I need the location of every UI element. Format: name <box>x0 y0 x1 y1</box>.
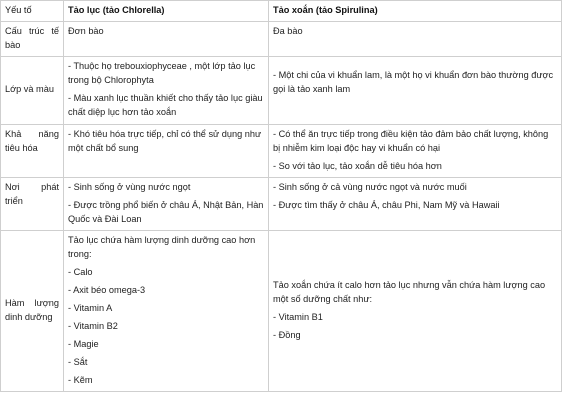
cell-text: - Đồng <box>273 329 301 340</box>
cell-text: - Một chi của vi khuẩn lam, là một họ vi khuẩn đơn bào thường được gọi là tảo xanh lam <box>273 69 554 94</box>
row-label: Hàm lượng dinh dưỡng <box>1 230 64 391</box>
spirulina-cell <box>269 21 562 56</box>
cell-text: - Vitamin B2 <box>68 320 118 331</box>
row-label: Lớp và màu <box>1 56 64 124</box>
row-label: Khả năng tiêu hóa <box>1 124 64 177</box>
spirulina-cell <box>269 230 562 391</box>
cell-text: - Vitamin A <box>68 302 113 313</box>
header-chlorella: Tảo lục (tảo Chlorella) <box>64 1 269 22</box>
chlorella-cell <box>64 124 269 177</box>
table-header-row <box>1 1 562 22</box>
cell-text: - Màu xanh lục thuần khiết cho thấy tảo lục giàu chất diệp lục hơn tảo xoắn <box>68 92 263 117</box>
cell-text: - Có thể ăn trực tiếp trong điều kiện tảo đảm bảo chất lượng, không bị nhiễm kim loại độc hay vi khuẩn có hại <box>273 128 549 153</box>
cell-text: - Axit béo omega-3 <box>68 284 146 295</box>
spirulina-cell <box>269 177 562 230</box>
chlorella-cell <box>64 177 269 230</box>
cell-text: Tảo xoắn chứa ít calo hơn tảo lục nhưng vẫn chứa hàm lượng cao một số dưỡng chất như: <box>273 279 546 304</box>
cell-text: - Được tìm thấy ở châu Á, châu Phi, Nam Mỹ và Hawaii <box>273 199 500 210</box>
spirulina-cell <box>269 124 562 177</box>
header-factor: Yếu tố <box>1 1 64 22</box>
cell-text: - Vitamin B1 <box>273 311 323 322</box>
cell-text: - Thuộc họ trebouxiophyceae , một lớp tảo lục trong bộ Chlorophyta <box>68 60 256 85</box>
cell-text: - Sinh sống ở vùng nước ngọt <box>68 181 191 192</box>
cell-text: - Khó tiêu hóa trực tiếp, chỉ có thể sử dụng như một chất bổ sung <box>68 128 262 153</box>
cell-text: - Được trồng phổ biến ở châu Á, Nhật Bản, Hàn Quốc và Đài Loan <box>68 199 264 224</box>
table-row <box>1 177 562 230</box>
row-label: Nơi phát triển <box>1 177 64 230</box>
table-row <box>1 124 562 177</box>
chlorella-cell <box>64 230 269 391</box>
cell-text: - So với tảo lục, tảo xoắn dễ tiêu hóa hơn <box>273 160 442 171</box>
cell-text: Đơn bào <box>68 25 104 36</box>
chlorella-cell <box>64 21 269 56</box>
cell-text: Tảo lục chứa hàm lượng dinh dưỡng cao hơn trong: <box>68 234 256 259</box>
header-spirulina: Tảo xoắn (tảo Spirulina) <box>269 1 562 22</box>
table-row <box>1 56 562 124</box>
row-label: Cấu trúc tế bào <box>1 21 64 56</box>
cell-text: - Magie <box>68 338 99 349</box>
cell-text: - Calo <box>68 266 93 277</box>
cell-text: - Kẽm <box>68 374 93 385</box>
cell-text: - Sắt <box>68 356 88 367</box>
spirulina-cell <box>269 56 562 124</box>
table-row <box>1 230 562 391</box>
chlorella-cell <box>64 56 269 124</box>
cell-text: - Sinh sống ở cả vùng nước ngọt và nước muối <box>273 181 467 192</box>
table-row <box>1 21 562 56</box>
cell-text: Đa bào <box>273 25 303 36</box>
